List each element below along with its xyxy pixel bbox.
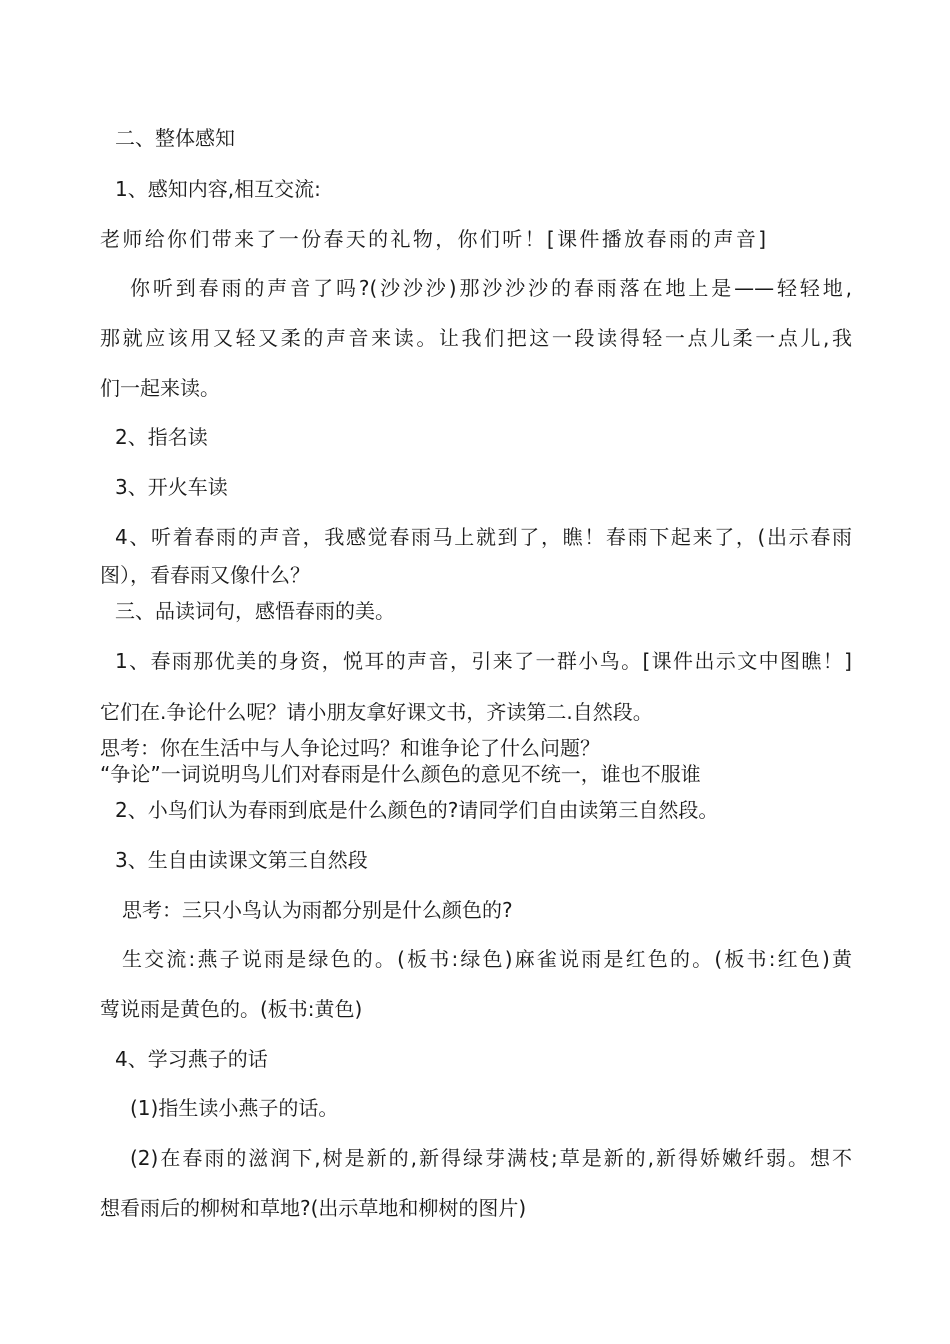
- item-3-free-reading: 3、生自由读课文第三自然段: [115, 848, 368, 872]
- item-3-train-reading: 3、开火车读: [115, 475, 228, 499]
- section-heading-overall-perception: 二、整体感知: [115, 126, 235, 150]
- subitem-2-spring-nourish-cont: 想看雨后的柳树和草地?(出示草地和柳树的图片): [100, 1196, 527, 1220]
- paragraph-spring-rain-sound: 你听到春雨的声音了吗?(沙沙沙)那沙沙沙的春雨落在地上是——轻轻地,: [130, 276, 852, 300]
- paragraph-spring-rain-sound-cont: 那就应该用又轻又柔的声音来读。让我们把这一段读得轻一点儿柔一点儿,我: [100, 326, 852, 350]
- item-4-listen-rain: 4、听着春雨的声音，我感觉春雨马上就到了，瞧！春雨下起来了，(出示春雨: [115, 525, 852, 549]
- section-heading-word-study: 三、品读词句，感悟春雨的美。: [115, 599, 395, 623]
- paragraph-students-exchange-cont: 莺说雨是黄色的。(板书:黄色): [100, 997, 363, 1021]
- paragraph-spring-gift: 老师给你们带来了一份春天的礼物，你们听！[课件播放春雨的声音]: [100, 227, 766, 251]
- paragraph-read-section-two: 它们在.争论什么呢？请小朋友拿好课文书，齐读第二.自然段。: [100, 700, 653, 724]
- subitem-2-spring-nourish: (2)在春雨的滋润下,树是新的,新得绿芽满枝;草是新的,新得娇嫩纤弱。想不: [130, 1146, 852, 1170]
- paragraph-read-together: 们一起来读。: [100, 376, 220, 400]
- paragraph-think-argue: 思考：你在生活中与人争论过吗？和谁争论了什么问题？: [100, 736, 600, 760]
- paragraph-argue-meaning: “争论”一词说明鸟儿们对春雨是什么颜色的意见不统一，谁也不服谁: [100, 762, 701, 786]
- item-1-perceive-content: 1、感知内容,相互交流:: [115, 177, 321, 201]
- item-4-listen-rain-cont: 图），看春雨又像什么？: [100, 563, 310, 587]
- paragraph-think-colors: 思考：三只小鸟认为雨都分别是什么颜色的?: [122, 898, 513, 922]
- subitem-1-read-swallow: (1)指生读小燕子的话。: [130, 1096, 339, 1120]
- item-1-birds-arrive: 1、春雨那优美的身资，悦耳的声音，引来了一群小鸟。[课件出示文中图瞧！]: [115, 649, 852, 673]
- paragraph-students-exchange: 生交流:燕子说雨是绿色的。(板书:绿色)麻雀说雨是红色的。(板书:红色)黄: [122, 947, 852, 971]
- item-2-rain-color-question: 2、小鸟们认为春雨到底是什么颜色的?请同学们自由读第三自然段。: [115, 798, 719, 822]
- item-4-swallow-words: 4、学习燕子的话: [115, 1047, 268, 1071]
- item-2-name-reading: 2、指名读: [115, 425, 208, 449]
